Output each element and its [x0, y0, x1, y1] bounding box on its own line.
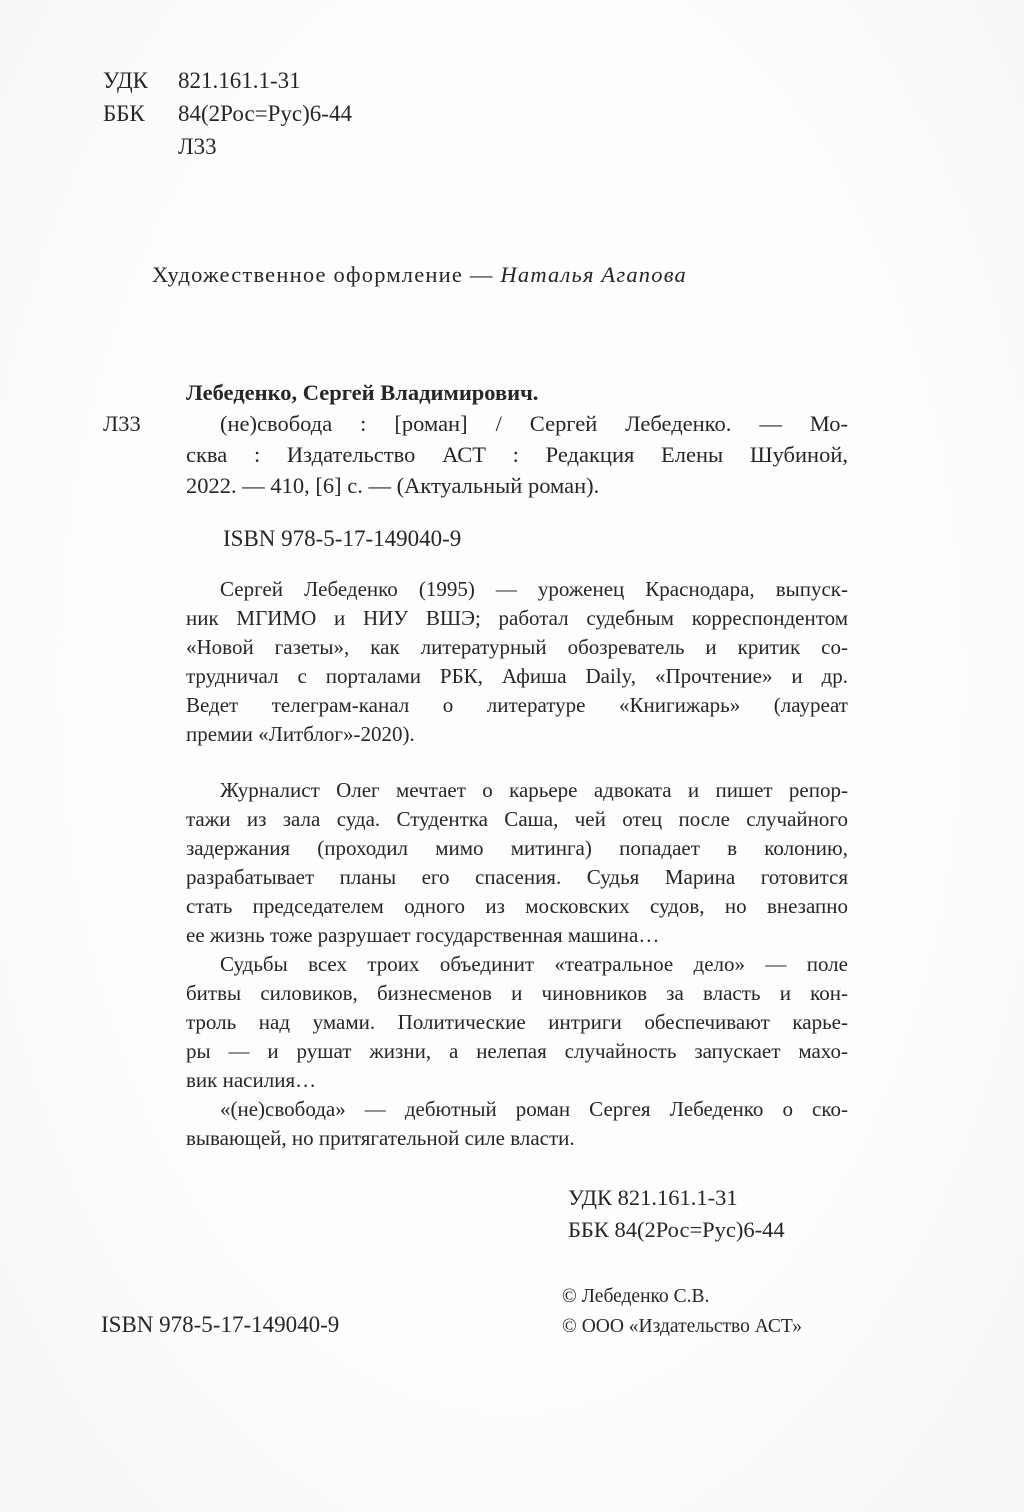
bib-margin-sign: Л33 — [103, 411, 141, 436]
bbk-row — [103, 97, 352, 130]
bio-line: премии «Литблог»-2020). — [186, 722, 415, 746]
annotation-line: ры — и рушат жизни, а нелепая случайность запускает махо- — [186, 1039, 848, 1063]
bib-author-heading: Лебеденко, Сергей Владимирович. — [186, 380, 539, 405]
annotation-paragraph-2 — [186, 950, 848, 1095]
designer-name: Наталья Агапова — [500, 262, 687, 287]
designer-credit-label: Художественное оформление — — [152, 262, 501, 287]
bio-line: «Новой газеты», как литературный обозреватель и критик со- — [186, 635, 848, 659]
bib-text-block — [186, 377, 848, 501]
author-bio-paragraph — [186, 575, 848, 749]
copyright-publisher: © ООО «Издательство АСТ» — [562, 1316, 803, 1337]
isbn-middle: ISBN 978-5-17-149040-9 — [223, 526, 462, 551]
bib-line: 2022. — 410, [6] с. — (Актуальный роман). — [186, 473, 600, 498]
annotation-line: вывающей, но притягательной силе власти. — [186, 1126, 575, 1150]
bib-line: (не)свобода : [роман] / Сергей Лебеденко. — Мо- — [220, 411, 848, 436]
annotation-line: ее жизнь тоже разрушает государственная машина… — [186, 923, 660, 947]
bbk-value: 84(2Рос=Рус)6-44 — [178, 101, 352, 126]
author-sign-row — [103, 130, 352, 163]
bio-line: ник МГИМО и НИУ ВШЭ; работал судебным корреспондентом — [186, 606, 848, 630]
annotation-line: вик насилия… — [186, 1068, 317, 1092]
annotation-line: троль над умами. Политические интриги обеспечивают карье- — [186, 1010, 848, 1034]
bottom-classification-codes — [568, 1182, 785, 1246]
annotation-line: разрабатывает планы его спасения. Судья Марина готовится — [186, 865, 848, 889]
udk-row — [103, 64, 352, 97]
annotation-paragraph-1 — [186, 776, 848, 950]
annotation-line: тажи из зала суда. Студентка Саша, чей отец после случайного — [186, 807, 848, 831]
bio-line: Сергей Лебеденко (1995) — уроженец Краснодара, выпуск- — [220, 577, 848, 601]
copyright-author: © Лебеденко С.В. — [562, 1286, 710, 1307]
bio-line: трудничал с порталами РБК, Афиша Daily, «Прочтение» и др. — [186, 664, 848, 688]
annotation-line: Журналист Олег мечтает о карьере адвоката и пишет репор- — [220, 778, 848, 802]
bbk-label: ББК — [103, 101, 145, 126]
annotation-line: стать председателем одного из московских судов, но внезапно — [186, 894, 848, 918]
annotation-line: задержания (проходил мимо митинга) попадает в колонию, — [186, 836, 848, 860]
annotation-line: «(не)свобода» — дебютный роман Сергея Лебеденко о ско- — [220, 1097, 848, 1121]
bibliographic-record — [103, 377, 848, 501]
author-sign-spacer — [103, 130, 178, 163]
udk-label: УДК — [103, 68, 148, 93]
annotation-block — [186, 776, 848, 1153]
copyright-block — [562, 1282, 802, 1342]
isbn-bottom: ISBN 978-5-17-149040-9 — [101, 1312, 340, 1337]
bio-line: Ведет телеграм-канал о литературе «Книгижарь» (лауреат — [186, 693, 848, 717]
top-classification-codes — [103, 64, 352, 163]
designer-credit-line — [152, 262, 687, 288]
bottom-udk: УДК 821.161.1-31 — [568, 1185, 738, 1210]
annotation-line: битвы силовиков, бизнесменов и чиновников за власть и кон- — [186, 981, 848, 1005]
annotation-line: Судьбы всех троих объединит «театральное дело» — поле — [220, 952, 848, 976]
bib-line: сква : Издательство АСТ : Редакция Елены Шубиной, — [186, 442, 848, 467]
annotation-paragraph-3 — [186, 1095, 848, 1153]
udk-value: 821.161.1-31 — [178, 68, 301, 93]
author-sign: Л33 — [178, 134, 217, 159]
bottom-bbk: ББК 84(2Рос=Рус)6-44 — [568, 1217, 785, 1242]
